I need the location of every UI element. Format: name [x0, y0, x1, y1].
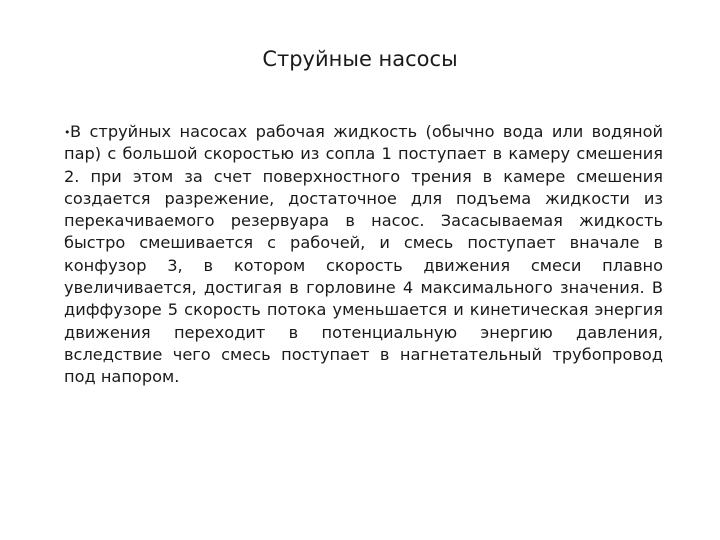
bullet-paragraph: В струйных насосах рабочая жидкость (обычно вода или водяной пар) с большой скоростью из сопла 1 поступает в камеру смешения 2. при этом за счет поверхностного трения в камере смешения создается разрежение, достаточное для подъема жидкости из перекачиваемого резервуара в насос. Засасываемая жидкость быстро смешивается с рабочей, и смесь поступает вначале в конфузор 3, в котором скорость движения смеси плавно увеличивается, достигая в горловине 4 максимального значения. В диффузоре 5 скорость потока уменьшается и кинетическая энергия движения переходит в потенциальную энергию давления, вследствие чего смесь поступает в нагнетательный трубопровод под напором.: [64, 122, 663, 387]
bullet-marker: •: [64, 126, 71, 139]
bullet-list: [64, 121, 663, 389]
slide-title: Струйные насосы: [262, 47, 458, 71]
